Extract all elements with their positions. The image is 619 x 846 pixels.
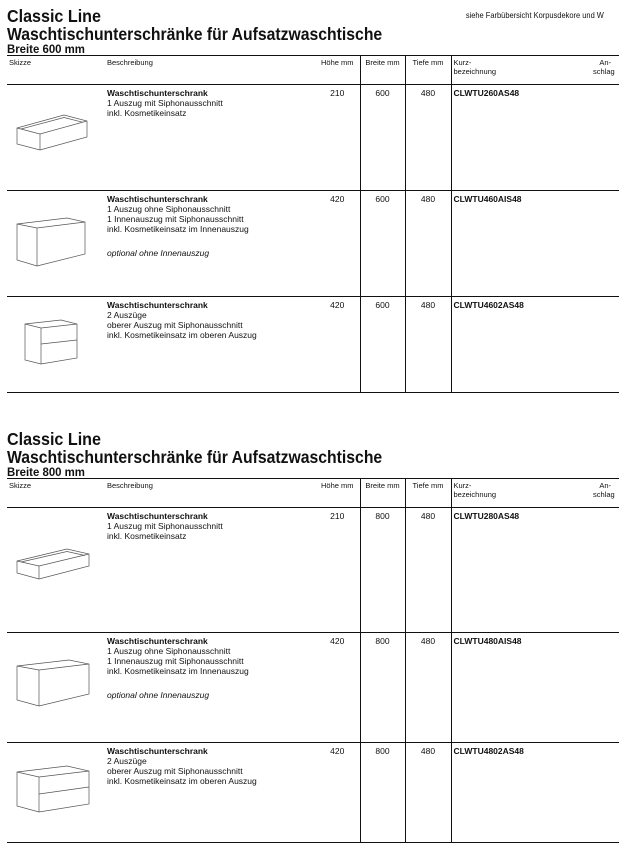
spec-table — [7, 55, 619, 393]
hoehe-value: 210 — [315, 85, 360, 191]
description-line: 1 Auszug ohne Siphonausschnitt — [107, 204, 231, 214]
col-kurz-line1: Kurz- — [453, 58, 472, 67]
hoehe-value: 420 — [315, 743, 360, 843]
tiefe-value: 480 — [405, 85, 451, 191]
description-line: oberer Auszug mit Siphonausschnitt — [107, 320, 243, 330]
two-drawer-sketch-icon — [9, 746, 89, 826]
description-line: 1 Innenauszug mit Siphonausschnitt — [107, 656, 244, 666]
article-code: CLWTU4602AS48 — [451, 297, 591, 393]
sketch-cell — [7, 85, 105, 191]
description-line: inkl. Kosmetikeinsatz — [107, 531, 187, 541]
description-cell — [105, 297, 315, 393]
description-line: 1 Auszug mit Siphonausschnitt — [107, 521, 223, 531]
two-drawer-sketch-icon — [9, 300, 89, 380]
table-header — [7, 56, 619, 85]
breite-value: 600 — [360, 297, 405, 393]
col-hoehe: Höhe mm — [315, 479, 360, 508]
description-line: 2 Auszüge — [107, 756, 147, 766]
description-line: inkl. Kosmetikeinsatz — [107, 108, 187, 118]
description-line: 1 Innenauszug mit Siphonausschnitt — [107, 214, 244, 224]
description-line: 1 Auszug mit Siphonausschnitt — [107, 98, 223, 108]
tall-drawer-sketch-icon — [9, 194, 89, 274]
description-line: inkl. Kosmetikeinsatz im oberen Auszug — [107, 330, 257, 340]
brand-title: Classic Line — [7, 429, 101, 449]
col-beschreibung: Beschreibung — [105, 479, 315, 508]
sketch-cell — [7, 743, 105, 843]
product-name: Waschtischunterschrank — [107, 194, 208, 204]
anschlag-value — [591, 85, 619, 191]
tall-drawer-sketch-icon — [9, 636, 89, 716]
breite-value: 800 — [360, 743, 405, 843]
col-anschlag — [591, 56, 619, 85]
tiefe-value: 480 — [405, 743, 451, 843]
description-cell — [105, 633, 315, 743]
anschlag-value — [591, 191, 619, 297]
col-breite: Breite mm — [360, 56, 405, 85]
single-drawer-sketch-icon — [9, 88, 89, 168]
anschlag-value — [591, 297, 619, 393]
col-kurzbezeichnung — [451, 479, 591, 508]
section-600 — [0, 6, 615, 393]
col-kurz-line2: bezeichnung — [453, 67, 497, 76]
brand-title: Classic Line — [7, 6, 101, 26]
optional-note: optional ohne Innenauszug — [107, 690, 210, 700]
col-anschlag-line1: An- — [599, 58, 611, 67]
col-skizze: Skizze — [7, 479, 105, 508]
description-line: 1 Auszug ohne Siphonausschnitt — [107, 646, 231, 656]
width-label: Breite 800 mm — [7, 465, 85, 479]
col-tiefe: Tiefe mm — [405, 56, 451, 85]
hoehe-value: 420 — [315, 633, 360, 743]
sketch-cell — [7, 633, 105, 743]
spec-table — [7, 478, 619, 843]
col-tiefe: Tiefe mm — [405, 479, 451, 508]
sketch-cell — [7, 508, 105, 633]
hoehe-value: 420 — [315, 191, 360, 297]
col-anschlag-line1: An- — [599, 481, 611, 490]
tiefe-value: 480 — [405, 633, 451, 743]
product-name: Waschtischunterschrank — [107, 636, 208, 646]
col-anschlag-line2: schlag — [593, 67, 615, 76]
sketch-cell — [7, 297, 105, 393]
top-note: siehe Farbübersicht Korpusdekore und W — [465, 10, 604, 20]
description-line: oberer Auszug mit Siphonausschnitt — [107, 766, 243, 776]
col-hoehe: Höhe mm — [315, 56, 360, 85]
description-cell — [105, 191, 315, 297]
section-title: Waschtischunterschränke für Aufsatzwaschtische — [7, 24, 383, 44]
tiefe-value: 480 — [405, 297, 451, 393]
col-anschlag-line2: schlag — [593, 490, 615, 499]
description-line: inkl. Kosmetikeinsatz im Innenauszug — [107, 666, 249, 676]
article-code: CLWTU4802AS48 — [451, 743, 591, 843]
col-beschreibung: Beschreibung — [105, 56, 315, 85]
article-code: CLWTU260AS48 — [451, 85, 591, 191]
table-header — [7, 479, 619, 508]
table-row — [7, 297, 619, 393]
sketch-cell — [7, 191, 105, 297]
col-kurz-line2: bezeichnung — [453, 490, 497, 499]
section-title: Waschtischunterschränke für Aufsatzwaschtische — [7, 447, 383, 467]
col-breite: Breite mm — [360, 479, 405, 508]
table-row — [7, 191, 619, 297]
description-line: inkl. Kosmetikeinsatz im oberen Auszug — [107, 776, 257, 786]
table-row — [7, 508, 619, 633]
tiefe-value: 480 — [405, 508, 451, 633]
hoehe-value: 420 — [315, 297, 360, 393]
width-label: Breite 600 mm — [7, 42, 85, 56]
section-800 — [0, 429, 615, 843]
col-skizze: Skizze — [7, 56, 105, 85]
tiefe-value: 480 — [405, 191, 451, 297]
description-line: inkl. Kosmetikeinsatz im Innenauszug — [107, 224, 249, 234]
table-row — [7, 743, 619, 843]
article-code: CLWTU460AIS48 — [451, 191, 591, 297]
breite-value: 800 — [360, 508, 405, 633]
anschlag-value — [591, 633, 619, 743]
optional-note: optional ohne Innenauszug — [107, 248, 210, 258]
anschlag-value — [591, 743, 619, 843]
product-name: Waschtischunterschrank — [107, 746, 208, 756]
product-name: Waschtischunterschrank — [107, 300, 208, 310]
description-cell — [105, 743, 315, 843]
col-kurzbezeichnung — [451, 56, 591, 85]
article-code: CLWTU280AS48 — [451, 508, 591, 633]
product-name: Waschtischunterschrank — [107, 88, 208, 98]
description-line: 2 Auszüge — [107, 310, 147, 320]
product-name: Waschtischunterschrank — [107, 511, 208, 521]
table-row — [7, 85, 619, 191]
col-anschlag — [591, 479, 619, 508]
col-kurz-line1: Kurz- — [453, 481, 472, 490]
description-cell — [105, 508, 315, 633]
anschlag-value — [591, 508, 619, 633]
breite-value: 600 — [360, 85, 405, 191]
breite-value: 600 — [360, 191, 405, 297]
hoehe-value: 210 — [315, 508, 360, 633]
article-code: CLWTU480AIS48 — [451, 633, 591, 743]
breite-value: 800 — [360, 633, 405, 743]
description-cell — [105, 85, 315, 191]
single-drawer-sketch-icon — [9, 511, 89, 601]
table-row — [7, 633, 619, 743]
